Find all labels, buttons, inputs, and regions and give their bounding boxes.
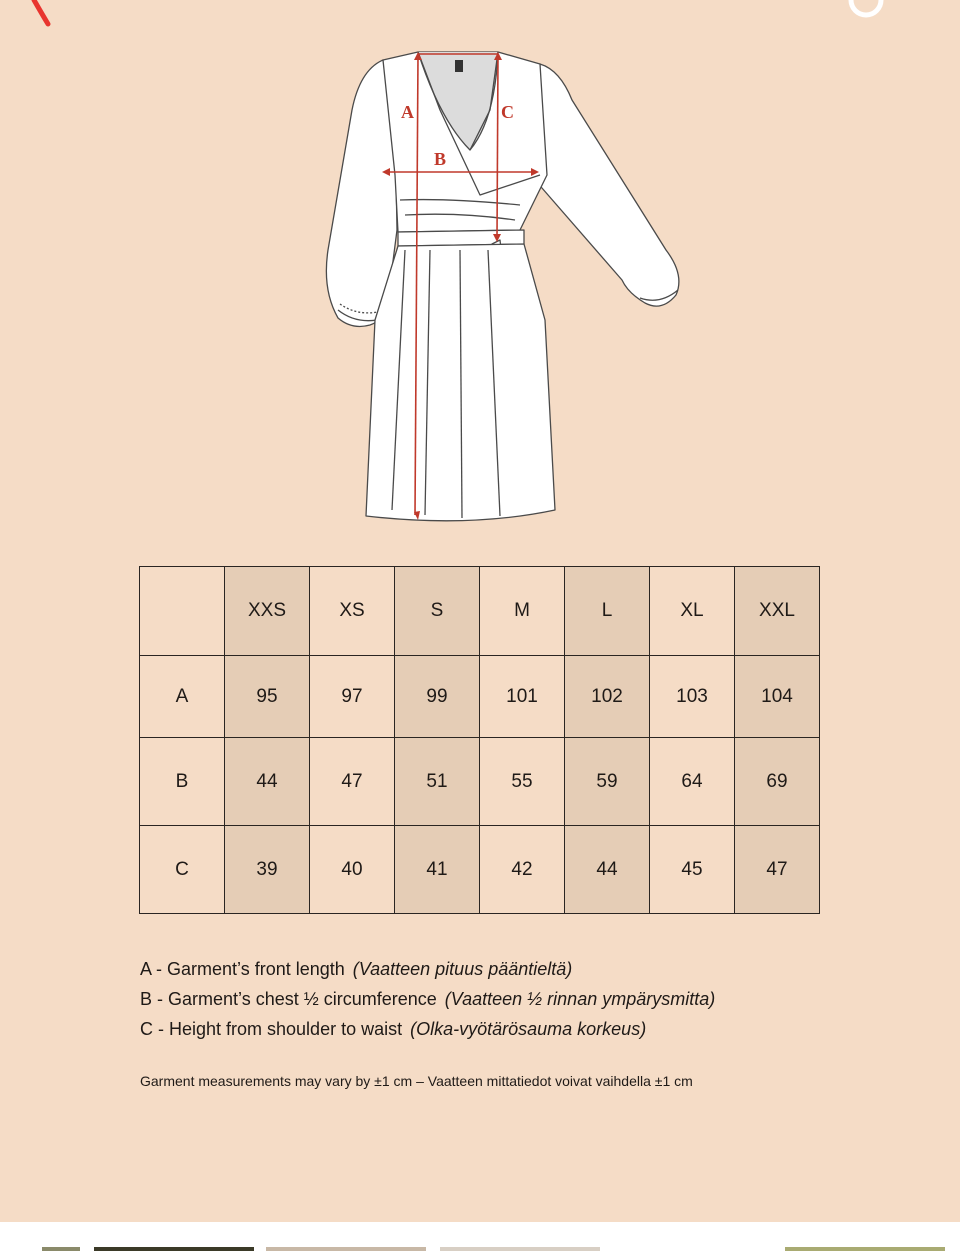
measure-label-b: B: [434, 149, 447, 169]
legend-key: A - Garment’s front length: [140, 959, 345, 979]
table-cell: 55: [480, 738, 565, 826]
table-cell: 40: [310, 826, 395, 914]
table-cell: 64: [650, 738, 735, 826]
gallery-thumbnail[interactable]: [94, 1247, 254, 1251]
legend-key: C - Height from shoulder to waist: [140, 1019, 403, 1039]
size-header: XXL: [735, 567, 820, 656]
legend-item: [140, 954, 715, 984]
size-header: XXS: [225, 567, 310, 656]
size-header: XS: [310, 567, 395, 656]
size-header: S: [395, 567, 480, 656]
gallery-thumbnail[interactable]: [785, 1247, 945, 1251]
gallery-thumbnail[interactable]: [42, 1247, 80, 1251]
legend-key: B - Garment’s chest ½ circumference: [140, 989, 437, 1009]
size-header: XL: [650, 567, 735, 656]
table-cell: 99: [395, 656, 480, 738]
table-cell: 51: [395, 738, 480, 826]
close-icon[interactable]: [845, 0, 887, 32]
table-cell: 103: [650, 656, 735, 738]
legend-item: [140, 984, 715, 1014]
table-row: [140, 656, 820, 738]
table-cell: 39: [225, 826, 310, 914]
table-cell: 102: [565, 656, 650, 738]
measurement-note: Garment measurements may vary by ±1 cm – Vaatteen mittatiedot voivat vaihdella ±1 cm: [140, 1073, 693, 1089]
corner-cell: [140, 567, 225, 656]
legend-translation: (Vaatteen pituus pääntieltä): [352, 959, 573, 979]
table-cell: 42: [480, 826, 565, 914]
table-cell: 69: [735, 738, 820, 826]
table-cell: 97: [310, 656, 395, 738]
row-label: A: [140, 656, 225, 738]
table-cell: 59: [565, 738, 650, 826]
gallery-thumbnail[interactable]: [266, 1247, 426, 1251]
table-cell: 95: [225, 656, 310, 738]
table-cell: 104: [735, 656, 820, 738]
row-label: B: [140, 738, 225, 826]
table-cell: 47: [735, 826, 820, 914]
table-cell: 41: [395, 826, 480, 914]
table-row: [140, 826, 820, 914]
table-cell: 101: [480, 656, 565, 738]
table-cell: 44: [565, 826, 650, 914]
size-header: L: [565, 567, 650, 656]
measure-label-a: A: [401, 102, 414, 122]
gallery-thumbnail[interactable]: [440, 1247, 600, 1251]
size-table: [139, 566, 820, 914]
table-cell: 44: [225, 738, 310, 826]
legend-item: [140, 1014, 715, 1044]
legend-translation: (Vaatteen ½ rinnan ympärysmitta): [444, 989, 716, 1009]
row-label: C: [140, 826, 225, 914]
size-header: M: [480, 567, 565, 656]
table-cell: 45: [650, 826, 735, 914]
legend-translation: (Olka-vyötärösauma korkeus): [410, 1019, 647, 1039]
right-sleeve: [535, 64, 679, 306]
measure-label-c: C: [501, 102, 514, 122]
size-header-row: [140, 567, 820, 656]
red-corner-mark: [30, 0, 60, 30]
dress-diagram: [320, 40, 700, 530]
measurement-legend: [140, 954, 715, 1044]
table-cell: 47: [310, 738, 395, 826]
table-row: [140, 738, 820, 826]
